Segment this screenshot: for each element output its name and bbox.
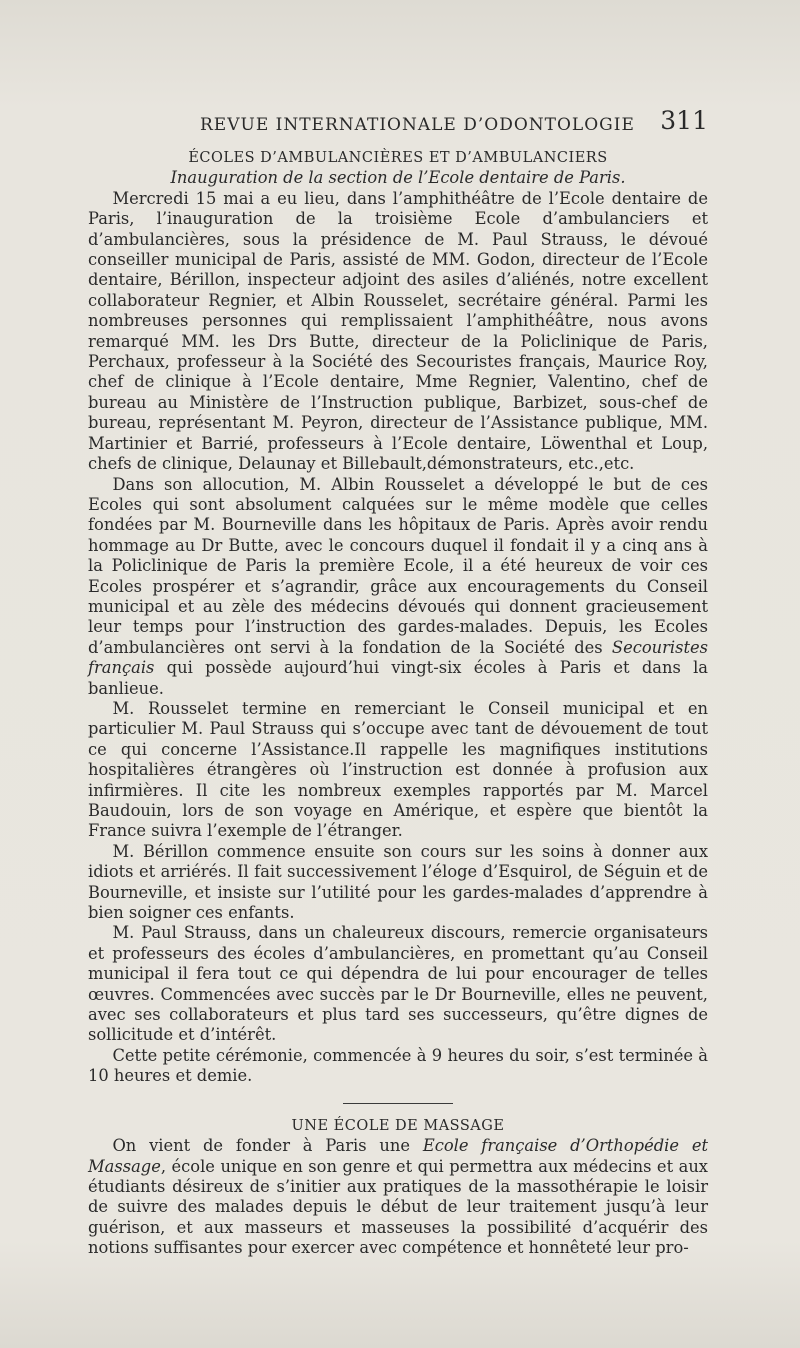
secouristes-italic: Secouristes français (88, 637, 708, 678)
paragraph-inauguration: Mercredi 15 mai a eu lieu, dans l’amphithéâtre de l’Ecole dentaire de Paris, l’inauguration de la troisième Ecole d’ambulanciers et d’ambulancières, sous la présidence de M. Paul Strauss, le dévoué conseiller municipal de Paris, assisté de MM. Godon, directeur de l’Ecole dentaire, Bérillon, inspecteur adjoint des asiles d’aliénés, notre excellent collaborateur Regnier, et Albin Rousselet, secrétaire général. Parmi les nombreuses personnes qui remplissaient l’amphithéâtre, nous avons remarqué MM. les Drs Butte, directeur de la Policlinique de Paris, Perchaux, professeur à la Société des Secouristes français, Maurice Roy, chef de clinique à l’Ecole dentaire, Mme Regnier, Valentino, chef de bureau au Ministère de l’Instruction publique, Barbizet, sous-chef de bureau, représentant M. Peyron, directeur de l’Assistance publique, MM. Martinier et Barrié, professeurs à l’Ecole dentaire, Löwenthal et Loup, chefs de clinique, Delaunay et Billebault,démonstrateurs, etc.,etc. (88, 188, 708, 474)
article-body (88, 148, 708, 1259)
paragraph-massage-start: On vient de fonder à Paris une (112, 1136, 423, 1156)
page-header (88, 103, 708, 135)
page-number: 311 (660, 106, 708, 135)
section-title-massage: UNE ÉCOLE DE MASSAGE (291, 1117, 505, 1134)
section-subtitle-inauguration: Inauguration de la section de l’Ecole dentaire de Paris. (170, 168, 626, 188)
paragraph-massage (88, 1136, 708, 1258)
running-title: REVUE INTERNATIONALE D’ODONTOLOGIE (200, 115, 635, 135)
paragraph-allocution (88, 475, 708, 699)
paragraph-berillon: M. Bérillon commence ensuite son cours sur les soins à donner aux idiots et arriérés. Il fait successivement l’éloge d’Esquirol, de Séguin et de Bourneville, et insiste sur l’utilité pour les gardes-malades d’apprendre à bien soigner ces enfants. (88, 841, 708, 923)
paragraph-strauss: M. Paul Strauss, dans un chaleureux discours, remercie organisateurs et professeurs des écoles d’ambulancières, en promettant qu’au Conseil municipal il fera tout ce qui dépendra de lui pour encourager de telles œuvres. Commencées avec succès par le Dr Bourneville, elles ne peuvent, avec ses collaborateurs et plus tard ses successeurs, qu’être dignes de sollicitude et d’intérêt. (88, 923, 708, 1045)
section-divider (343, 1103, 453, 1104)
paragraph-allocution-end: qui possède aujourd’hui vingt-six écoles à Paris et dans la banlieue. (88, 658, 708, 698)
paragraph-massage-end: , école unique en son genre et qui permettra aux médecins et aux étudiants désireux de s’initier aux pratiques de la massothérapie le loisir de suivre des malades depuis le début de leur traitement jusqu’à leur guérison, et aux masseurs et masseuses la possibilité d’acquérir des notions suffisantes pour exercer avec compétence et honnêteté leur pro- (88, 1156, 708, 1258)
paragraph-ceremonie: Cette petite cérémonie, commencée à 9 heures du soir, s’est terminée à 10 heures et demie. (88, 1045, 708, 1086)
paragraph-allocution-text: Dans son allocution, M. Albin Rousselet a développé le but de ces Ecoles qui sont absolument calquées sur le même modèle que celles fondées par M. Bourneville dans les hôpitaux de Paris. Après avoir rendu hommage au Dr Butte, avec le concours duquel il fondait il y a cinq ans à la Policlinique de Paris la première Ecole, il a été heureux de voir ces Ecoles prospérer et s’agrandir, grâce aux encouragements du Conseil municipal et au zèle des médecins dévoués qui donnent gracieusement leur temps pour l’instruction des gardes-malades. Depuis, les Ecoles d’ambulancières ont servi à la fondation de la Société des (88, 474, 708, 657)
ecole-italic: Ecole française d’Orthopédie et Massage (88, 1136, 708, 1176)
section-title-ambulancieres: ÉCOLES D’AMBULANCIÈRES ET D’AMBULANCIERS (188, 150, 608, 166)
paragraph-rousselet: M. Rousselet termine en remerciant le Conseil municipal et en particulier M. Paul Strauss qui s’occupe avec tant de dévouement de tout ce qui concerne l’Assistance.Il rappelle les magnifiques institutions hospitalières étrangères où l’instruction est donnée à profusion aux infirmières. Il cite les nombreux exemples rapportés par M. Marcel Baudouin, lors de son voyage en Amérique, et espère que bientôt la France suivra l’exemple de l’étranger. (88, 698, 708, 841)
